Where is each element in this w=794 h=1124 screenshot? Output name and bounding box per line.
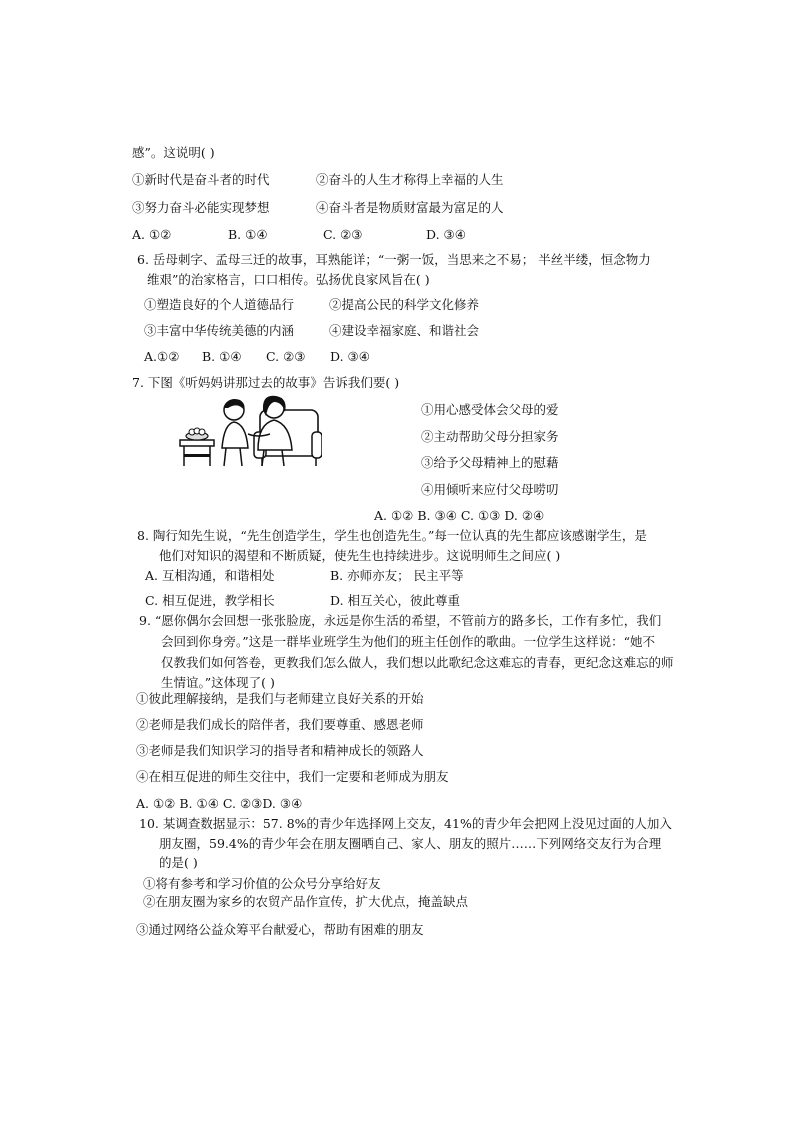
q5-option-1: ①新时代是奋斗者的时代: [132, 172, 270, 187]
q9-choices: A. ①② B. ①④ C. ②③D. ③④: [136, 796, 303, 811]
mother-telling-story-illustration: [178, 394, 322, 470]
q8-choice-b: B. 亦师亦友； 民主平等: [330, 568, 464, 583]
q8-choice-a: A. 互相沟通，和谐相处: [145, 568, 275, 583]
q6-choice-b: B. ①④: [202, 349, 242, 364]
q5-choice-b: B. ①④: [228, 227, 268, 242]
q5-option-2: ②奋斗的人生才称得上幸福的人生: [316, 172, 504, 187]
q10-stem-line-2: 朋友圈，59.4%的青少年会在朋友圈晒自己、家人、朋友的照片……下列网络交友行为合理: [159, 836, 662, 851]
q9-option-1: ①彼此理解接纳，是我们与老师建立良好关系的开始: [136, 691, 424, 706]
q10-option-2: ②在朋友圈为家乡的农贸产品作宣传，扩大优点，掩盖缺点: [143, 894, 469, 909]
q5-choice-c: C. ②③: [323, 227, 363, 242]
q5-choice-d: D. ③④: [426, 227, 466, 242]
q8-choice-c: C. 相互促进，教学相长: [145, 593, 275, 608]
q10-option-3: ③通过网络公益众筹平台献爱心，帮助有困难的朋友: [136, 922, 424, 937]
q9-option-4: ④在相互促进的师生交往中，我们一定要和老师成为朋友: [136, 769, 449, 784]
q6-choice-a: A.①②: [144, 349, 180, 364]
q7-choices: A. ①② B. ③④ C. ①③ D. ②④: [374, 508, 545, 523]
q9-stem-line-4: 生情谊。”这体现了( ): [161, 675, 275, 690]
q9-stem-line-2: 会回到你身旁。”这是一群毕业班学生为他们的班主任创作的歌曲。一位学生这样说：“她不: [161, 634, 656, 649]
q5-stem-tail: 感”。这说明( ): [132, 145, 215, 160]
q6-choice-d: D. ③④: [330, 349, 370, 364]
q7-option-1: ①用心感受体会父母的爱: [421, 402, 559, 417]
q10-stem-line-1: 10. 某调查数据显示：57. 8%的青少年选择网上交友，41%的青少年会把网上没见过面的人加入: [139, 816, 672, 831]
q8-choice-d: D. 相互关心，彼此尊重: [330, 593, 461, 608]
q10-stem-line-3: 的是( ): [159, 855, 198, 870]
q7-option-3: ③给予父母精神上的慰藉: [421, 455, 559, 470]
q10-option-1: ①将有参考和学习价值的公众号分享给好友: [143, 876, 381, 891]
q7-stem: 7. 下图《听妈妈讲那过去的故事》告诉我们要( ): [132, 375, 400, 390]
q6-choice-c: C. ②③: [266, 349, 306, 364]
q5-option-3: ③努力奋斗必能实现梦想: [132, 200, 270, 215]
q9-option-3: ③老师是我们知识学习的指导者和精神成长的领路人: [136, 743, 424, 758]
q6-stem-line-2: 维艰”的治家格言，口口相传。弘扬优良家风旨在( ): [147, 272, 430, 287]
q8-stem-line-1: 8. 陶行知先生说，“先生创造学生，学生也创造先生。”每一位认真的先生都应该感谢学生，是: [137, 528, 647, 543]
q5-choice-a: A. ①②: [132, 227, 172, 242]
q6-option-1: ①塑造良好的个人道德品行: [144, 297, 295, 312]
q6-stem-line-1: 6. 岳母刺字、孟母三迁的故事，耳熟能详；“一粥一饭，当思来之不易； 半丝半缕，恒念物力: [137, 252, 651, 267]
q8-stem-line-2: 他们对知识的渴望和不断质疑，使先生也持续进步。这说明师生之间应( ): [159, 548, 561, 563]
q7-option-4: ④用倾听来应付父母唠叨: [421, 482, 559, 497]
q6-option-4: ④建设幸福家庭、和谐社会: [329, 323, 480, 338]
q9-stem-line-1: 9. “愿你偶尔会回想一张张脸庞，永远是你生活的希望，不管前方的路多长，工作有多忙，我们: [139, 613, 662, 628]
q6-option-3: ③丰富中华传统美德的内涵: [144, 323, 295, 338]
q6-option-2: ②提高公民的科学文化修养: [329, 297, 480, 312]
q7-option-2: ②主动帮助父母分担家务: [421, 429, 559, 444]
q9-option-2: ②老师是我们成长的陪伴者，我们要尊重、感恩老师: [136, 717, 424, 732]
q5-option-4: ④奋斗者是物质财富最为富足的人: [316, 200, 504, 215]
q9-stem-line-3: 仅教我们如何答卷，更教我们怎么做人，我们想以此歌纪念这难忘的青春，更纪念这难忘的师: [161, 655, 674, 670]
